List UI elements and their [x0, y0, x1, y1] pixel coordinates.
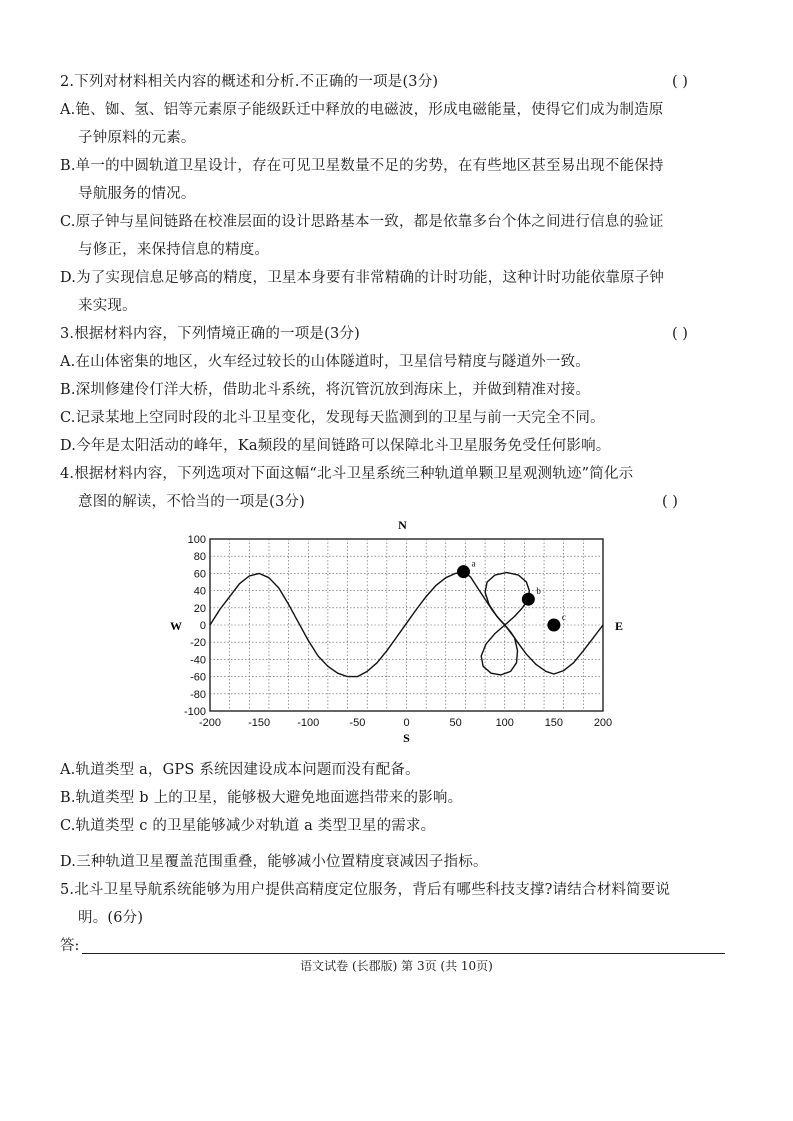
q3-answer-paren[interactable]: ( ) — [672, 326, 688, 342]
satellite-marker-a — [457, 565, 470, 578]
satellite-label-c: c — [561, 612, 566, 622]
x-tick-label: -150 — [248, 717, 271, 729]
south-label: S — [403, 731, 410, 745]
x-tick-label: 50 — [449, 717, 462, 729]
q3-option-c[interactable]: C.记录某地上空同时段的北斗卫星变化，发现每天监测到的卫星与前一天完全不同。 — [60, 410, 605, 426]
q2-option-d-cont: 来实现。 — [78, 298, 137, 314]
satellite-marker-b — [522, 593, 535, 606]
q5-stem-cont: 明。(6分) — [78, 910, 144, 926]
y-tick-label: 0 — [199, 620, 206, 632]
q2-answer-paren[interactable]: ( ) — [672, 74, 688, 90]
x-tick-label: 200 — [593, 717, 613, 729]
x-tick-label: -100 — [297, 717, 320, 729]
y-tick-label: -80 — [190, 688, 206, 701]
y-tick-label: 100 — [187, 534, 206, 546]
satellite-label-a: a — [471, 558, 476, 569]
y-tick-label: 40 — [193, 585, 206, 598]
north-label: N — [398, 518, 407, 532]
q4-stem-cont: 意图的解读，不恰当的一项是(3分) — [78, 494, 305, 510]
x-tick-label: -200 — [198, 717, 222, 729]
q2-option-d[interactable]: D.为了实现信息足够高的精度，卫星本身要有非常精确的计时功能，这种计时功能依靠原子钟 — [60, 270, 665, 286]
q2-option-a[interactable]: A.铯、铷、氢、铝等元素原子能级跃迁中释放的电磁波，形成电磁能量，使得它们成为制造原 — [60, 102, 664, 118]
satellite-label-b: b — [536, 586, 541, 597]
q3-stem: 3.根据材料内容，下列情境正确的一项是(3分) — [60, 326, 360, 342]
q2-option-b-cont: 导航服务的情况。 — [78, 186, 196, 202]
y-tick-label: -40 — [190, 654, 206, 667]
q5-stem: 5.北斗卫星导航系统能够为用户提供高精度定位服务，背后有哪些科技支撑?请结合材料简要说 — [60, 882, 671, 898]
x-tick-label: 0 — [403, 717, 410, 729]
q4-answer-paren[interactable]: ( ) — [662, 494, 678, 510]
answer-line[interactable] — [82, 953, 725, 954]
answer-label: 答: — [60, 938, 80, 954]
west-label: W — [170, 619, 182, 633]
q3-option-a[interactable]: A.在山体密集的地区，火车经过较长的山体隧道时，卫星信号精度与隧道外一致。 — [60, 354, 590, 370]
y-tick-label: 80 — [193, 551, 206, 564]
y-tick-label: -60 — [190, 671, 206, 684]
x-tick-label: 150 — [544, 717, 564, 729]
east-label: E — [614, 619, 624, 633]
q4-option-b[interactable]: B.轨道类型 b 上的卫星，能够极大避免地面遮挡带来的影响。 — [60, 790, 463, 806]
q2-option-c-cont: 与修正，来保持信息的精度。 — [78, 242, 270, 258]
q3-option-b[interactable]: B.深圳修建伶仃洋大桥，借助北斗系统，将沉管沉放到海床上，并做到精准对接。 — [60, 382, 591, 398]
page-footer: 语文试卷 (长郡版) 第 3页 (共 10页) — [300, 959, 493, 973]
q2-option-c[interactable]: C.原子钟与星间链路在校准层面的设计思路基本一致，都是依靠多台个体之间进行信息的验证 — [60, 214, 664, 230]
satellite-marker-c — [547, 619, 560, 632]
q2-stem: 2.下列对材料相关内容的概述和分析.不正确的一项是(3分) — [60, 74, 439, 90]
q4-option-c[interactable]: C.轨道类型 c 的卫星能够减少对轨道 a 类型卫星的需求。 — [60, 818, 436, 834]
y-tick-label: 60 — [193, 568, 206, 581]
q4-option-d[interactable]: D.三种轨道卫星覆盖范围重叠，能够减小位置精度衰减因子指标。 — [60, 854, 488, 870]
q2-option-b[interactable]: B.单一的中圆轨道卫星设计，存在可见卫星数量不足的劣势，在有些地区甚至易出现不能保持 — [60, 158, 664, 174]
q3-option-d[interactable]: D.今年是太阳活动的峰年，Ka频段的星间链路可以保障北斗卫星服务免受任何影响。 — [60, 438, 611, 454]
x-tick-label: 100 — [495, 717, 514, 729]
y-tick-label: -100 — [183, 706, 206, 718]
y-tick-label: 20 — [193, 602, 206, 615]
y-tick-label: -20 — [190, 637, 206, 650]
q4-stem: 4.根据材料内容，下列选项对下面这幅“北斗卫星系统三种轨道单颗卫星观测轨迹”简化示 — [60, 466, 634, 482]
q2-option-a-cont: 子钟原料的元素。 — [78, 130, 196, 146]
x-tick-label: -50 — [349, 717, 366, 729]
q5-answer-area[interactable] — [60, 935, 725, 957]
q4-option-a[interactable]: A.轨道类型 a，GPS 系统因建设成本问题而没有配备。 — [60, 762, 420, 778]
orbit-trajectory-chart — [165, 515, 635, 750]
